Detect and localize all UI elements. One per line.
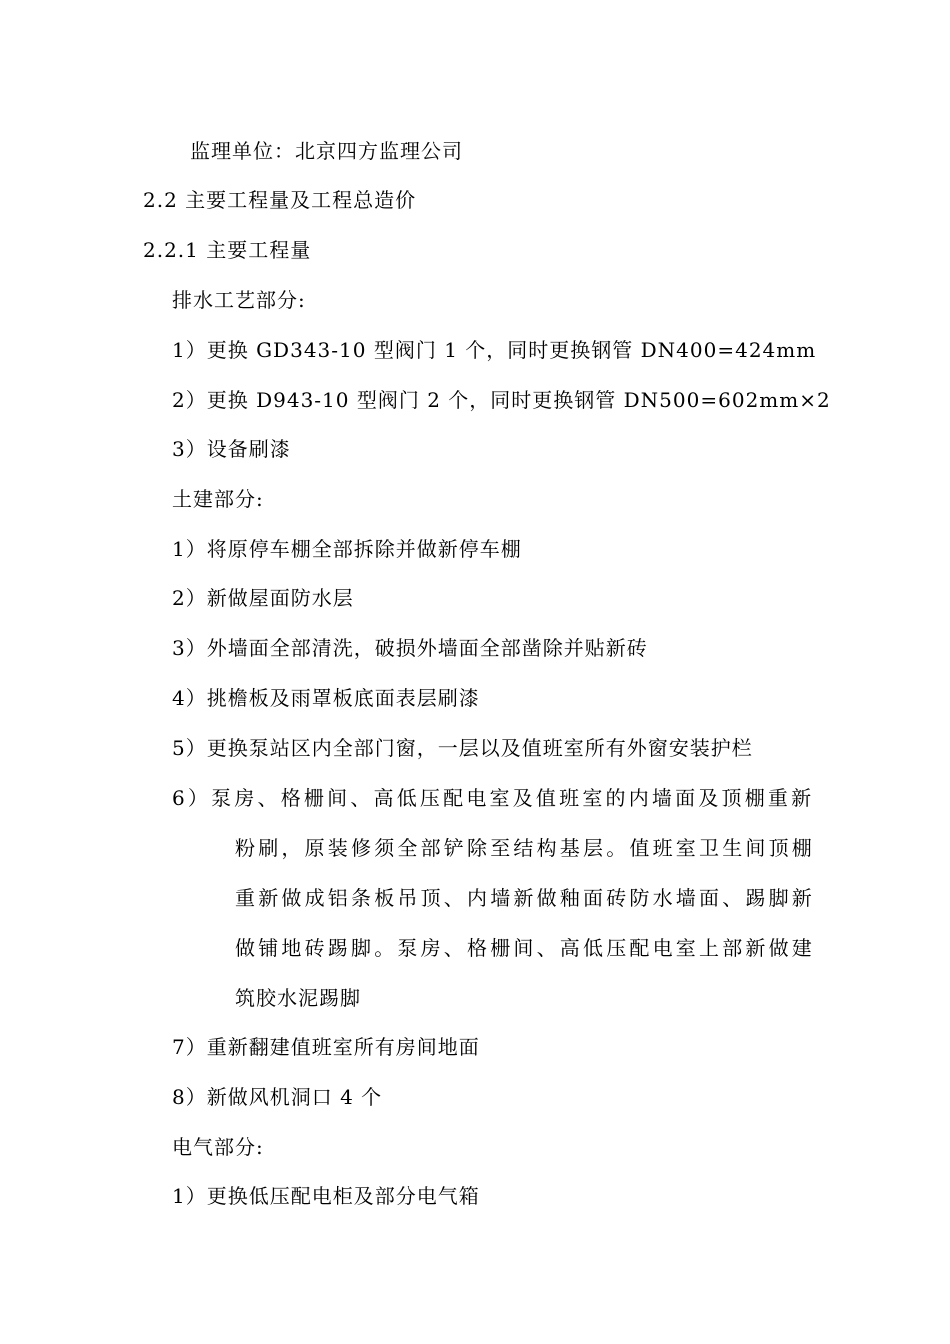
drainage-item-2: 2）更换 D943-10 型阀门 2 个，同时更换钢管 DN500=602mm×2 (172, 388, 831, 412)
drainage-item-1: 1）更换 GD343-10 型阀门 1 个，同时更换钢管 DN400=424mm (172, 338, 817, 362)
section-heading-2-2: 2.2 主要工程量及工程总造价 (143, 188, 417, 212)
electrical-title: 电气部分: (172, 1135, 264, 1159)
electrical-item-1: 1）更换低压配电柜及部分电气箱 (172, 1184, 480, 1208)
civil-item-4: 4）挑檐板及雨罩板底面表层刷漆 (172, 686, 480, 710)
civil-item-6-cont-3: 做铺地砖踢脚。泵房、格栅间、高低压配电室上部新做建 (235, 936, 815, 960)
drainage-item-3: 3）设备刷漆 (172, 437, 291, 461)
supervisor-line: 监理单位：北京四方监理公司 (190, 139, 463, 163)
civil-item-8: 8）新做风机洞口 4 个 (172, 1085, 383, 1109)
section-heading-2-2-1: 2.2.1 主要工程量 (143, 238, 312, 262)
civil-item-2: 2）新做屋面防水层 (172, 586, 354, 610)
civil-item-7: 7）重新翻建值班室所有房间地面 (172, 1035, 480, 1059)
civil-item-3: 3）外墙面全部清洗，破损外墙面全部凿除并贴新砖 (172, 636, 648, 660)
civil-item-6-cont-4: 筑胶水泥踢脚 (235, 986, 361, 1010)
civil-item-1: 1）将原停车棚全部拆除并做新停车棚 (172, 537, 522, 561)
civil-title: 土建部分: (172, 487, 264, 511)
civil-item-6-cont-1: 粉刷，原装修须全部铲除至结构基层。值班室卫生间顶棚 (235, 836, 815, 860)
civil-item-6-cont-2: 重新做成铝条板吊顶、内墙新做釉面砖防水墙面、踢脚新 (235, 886, 815, 910)
civil-item-5: 5）更换泵站区内全部门窗，一层以及值班室所有外窗安装护栏 (172, 736, 753, 760)
drainage-title: 排水工艺部分: (172, 288, 306, 312)
civil-item-6-first: 6）泵房、格栅间、高低压配电室及值班室的内墙面及顶棚重新 (172, 786, 815, 810)
